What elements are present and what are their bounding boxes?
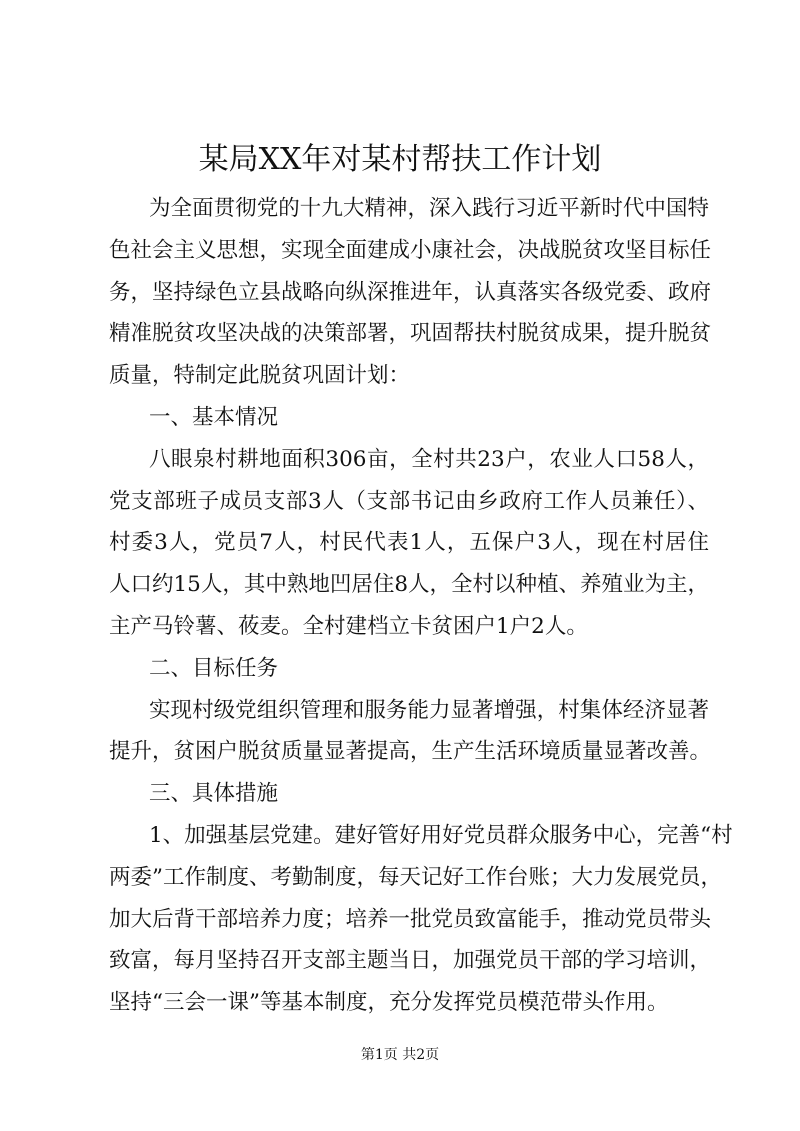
paragraph-line: 精准脱贫攻坚决战的决策部署，巩固帮扶村脱贫成果，提升脱贫	[109, 321, 712, 347]
page-footer: 第1页 共2页	[360, 1047, 440, 1063]
paragraph-line: 提升，贫困户脱贫质量显著提高，生产生活环境质量显著改善。	[109, 739, 712, 765]
paragraph-line: 加大后背干部培养力度；培养一批党员致富能手，推动党员带头	[109, 906, 712, 932]
paragraph-line: 村委3人，党员7人，村民代表1人，五保户3人，现在村居住	[109, 530, 709, 556]
section-heading-goals: 二、目标任务	[149, 655, 279, 681]
paragraph-line: 质量，特制定此脱贫巩固计划：	[109, 363, 411, 389]
paragraph-line: 1、加强基层党建。建好管好用好党员群众服务中心，完善“村	[149, 822, 733, 848]
document-title: 某局XX年对某村帮扶工作计划	[198, 142, 602, 177]
paragraph-line: 实现村级党组织管理和服务能力显著增强，村集体经济显著	[149, 697, 709, 723]
paragraph-line: 党支部班子成员支部3人（支部书记由乡政府工作人员兼任）、	[109, 488, 709, 514]
section-heading-measures: 三、具体措施	[149, 781, 279, 807]
paragraph-line: 八眼泉村耕地面积306亩，全村共23户，农业人口58人，	[149, 446, 709, 472]
paragraph-line: 务，坚持绿色立县战略向纵深推进年，认真落实各级党委、政府	[109, 279, 712, 305]
paragraph-line: 致富，每月坚持召开支部主题当日，加强党员干部的学习培训，	[109, 948, 712, 974]
section-heading-basic-situation: 一、基本情况	[149, 404, 279, 430]
paragraph-line: 色社会主义思想，实现全面建成小康社会，决战脱贫攻坚目标任	[109, 237, 712, 263]
document-body	[109, 188, 733, 1024]
paragraph-line: 主产马铃薯、莜麦。全村建档立卡贫困户1户2人。	[109, 613, 588, 639]
paragraph-line: 两委”工作制度、考勤制度，每天记好工作台账；大力发展党员，	[109, 864, 722, 890]
paragraph-line: 人口约15人，其中熟地凹居住8人，全村以种植、养殖业为主，	[109, 572, 710, 598]
paragraph-line: 为全面贯彻党的十九大精神，深入践行习近平新时代中国特	[149, 196, 709, 221]
paragraph-line: 坚持“三会一课”等基本制度，充分发挥党员模范带头作用。	[109, 990, 669, 1016]
